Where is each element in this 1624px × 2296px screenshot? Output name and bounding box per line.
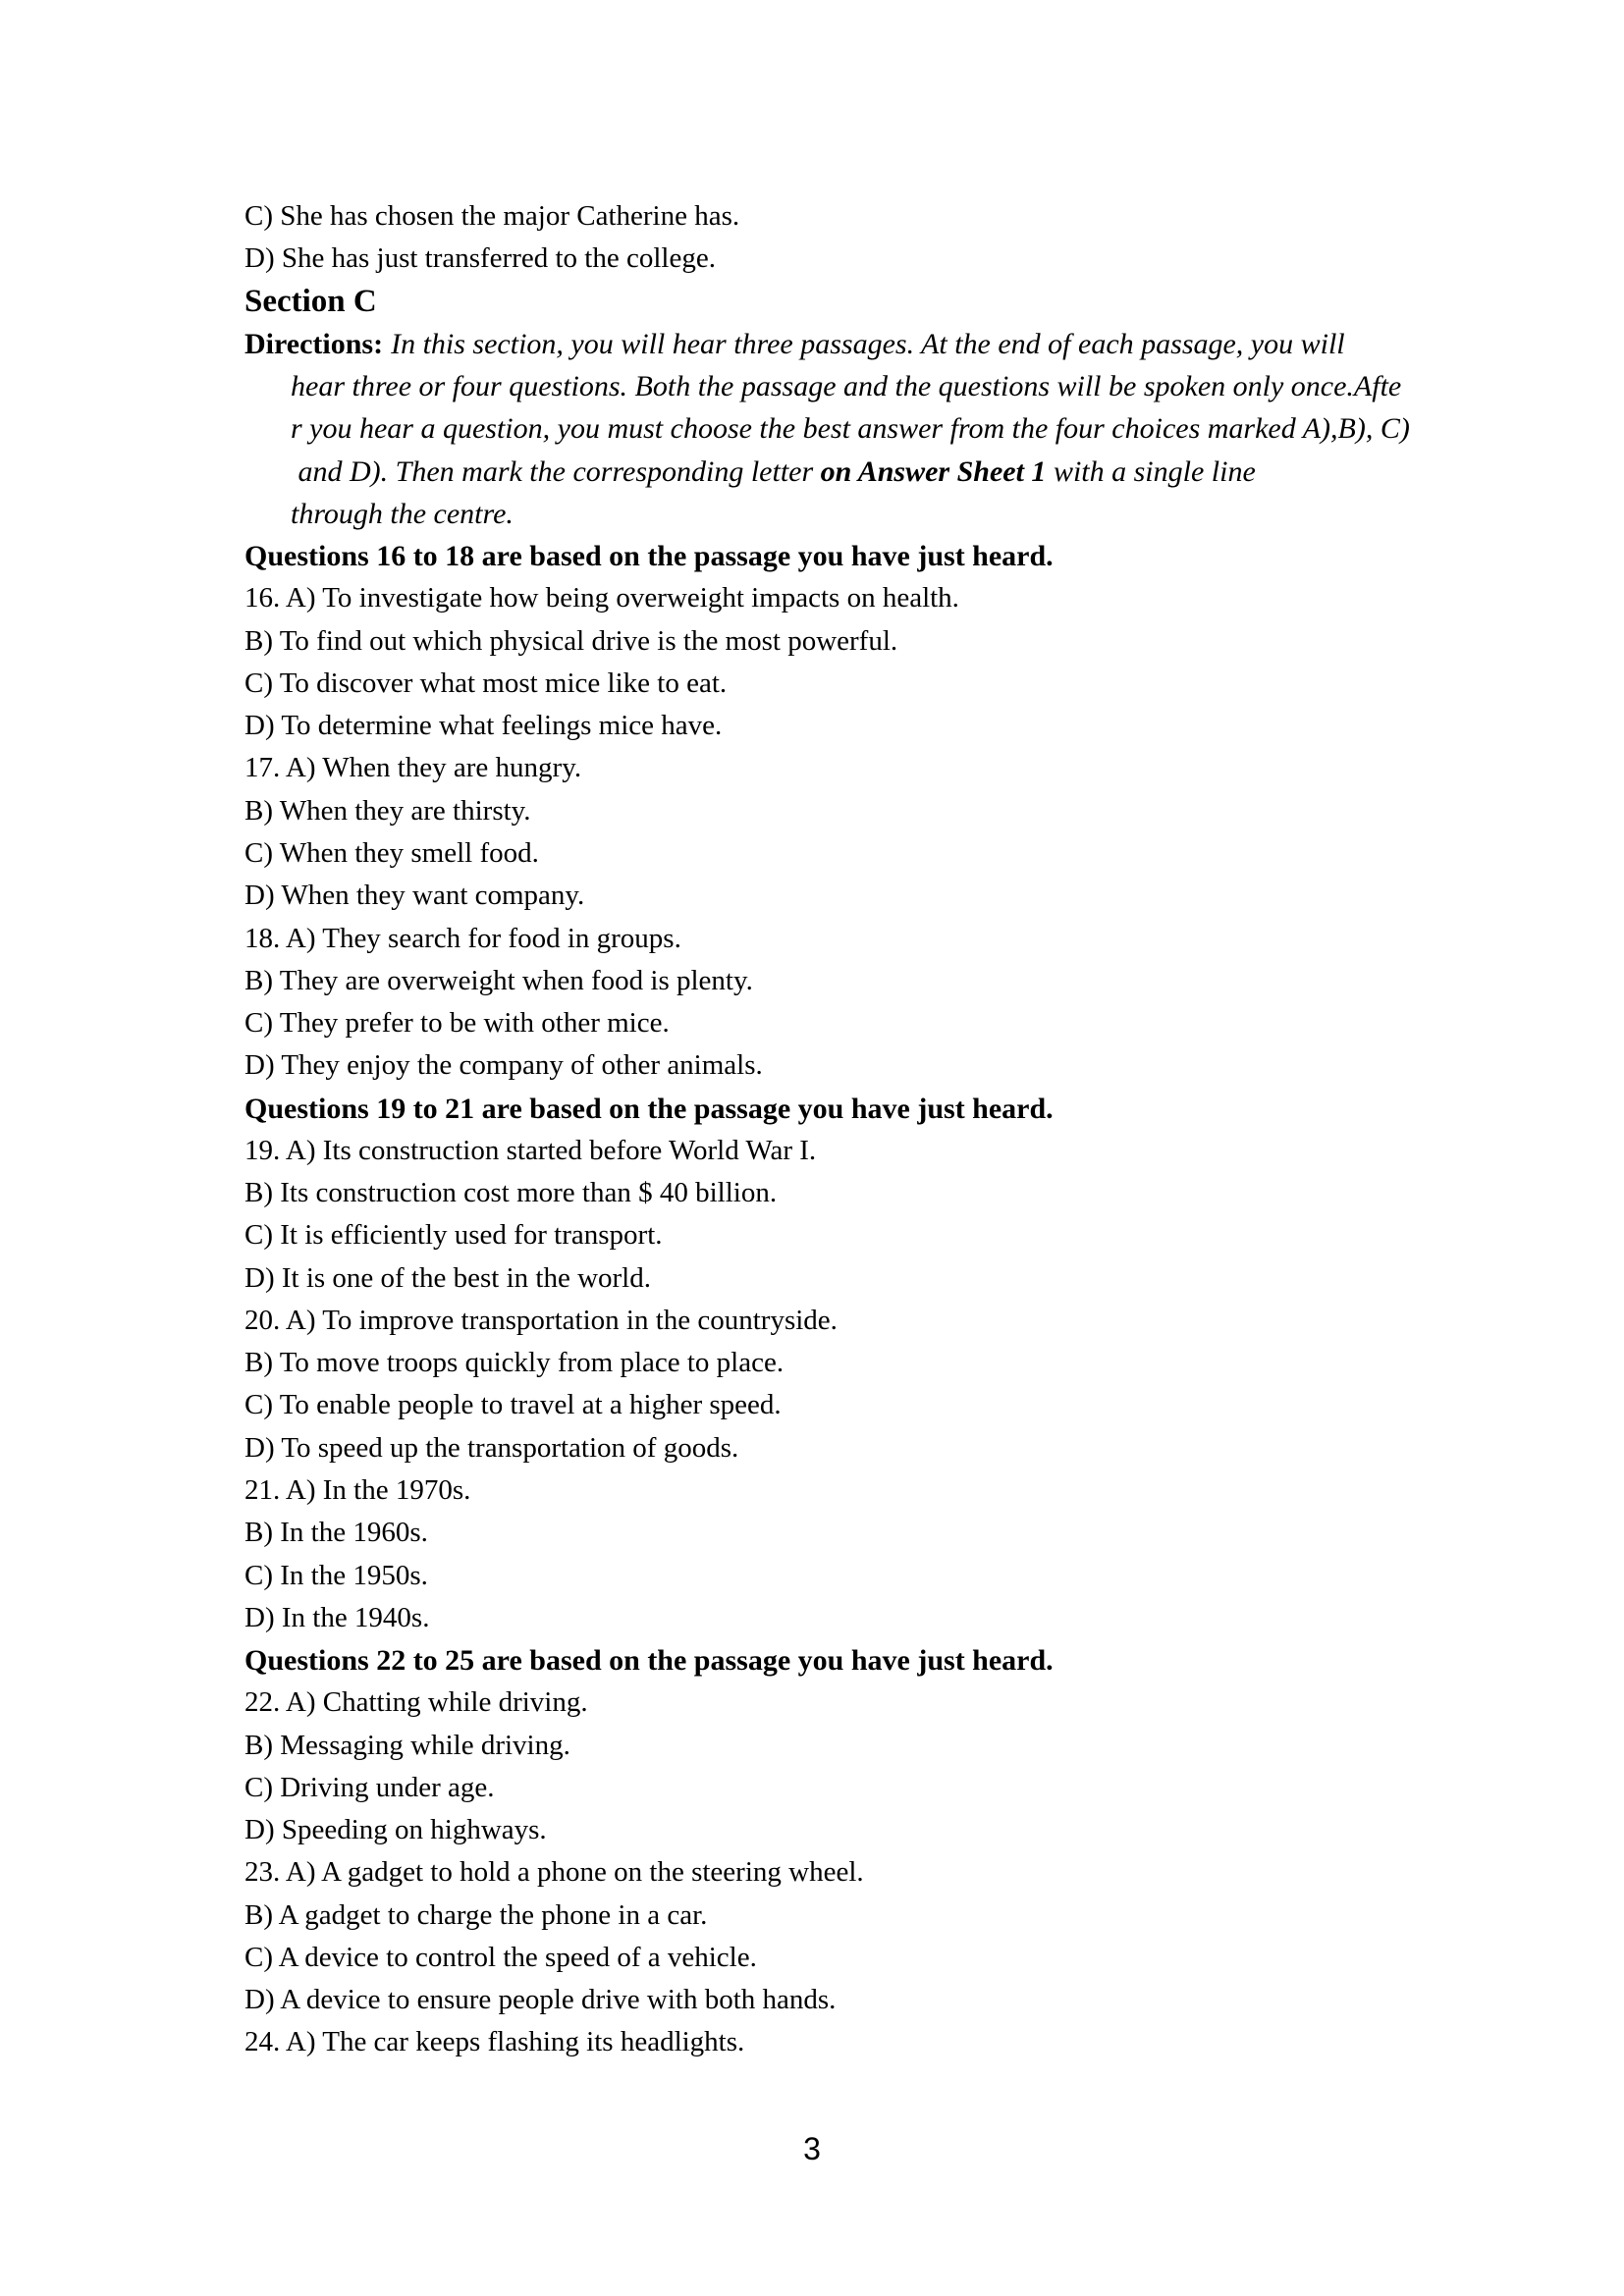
answer-option: 17. A) When they are hungry. — [244, 752, 582, 784]
answer-option: C) She has chosen the major Catherine has. — [244, 200, 740, 232]
answer-option: B) To find out which physical drive is the most powerful. — [244, 624, 898, 657]
answer-option: D) Speeding on highways. — [244, 1814, 547, 1846]
directions-text: through the centre. — [291, 497, 514, 530]
questions-header: Questions 19 to 21 are based on the passage you have just heard. — [244, 1092, 1054, 1125]
answer-option: D) In the 1940s. — [244, 1601, 430, 1633]
directions-line — [291, 407, 1501, 450]
answer-option: D) They enjoy the company of other animals. — [244, 1049, 763, 1082]
directions-text: r you hear a question, you must choose the best answer from the four choices marked A),B), C) — [291, 412, 1410, 446]
directions-line — [291, 365, 1501, 407]
directions-text: In this section, you will hear three passages. At the end of each passage, you will — [391, 327, 1345, 360]
answer-option: 21. A) In the 1970s. — [244, 1473, 471, 1506]
answer-option: B) They are overweight when food is plenty. — [244, 964, 753, 996]
questions-header: Questions 16 to 18 are based on the passage you have just heard. — [244, 540, 1054, 573]
answer-option: C) Driving under age. — [244, 1771, 495, 1803]
answer-sheet-reference: on Answer Sheet 1 — [820, 454, 1047, 488]
answer-option: B) Messaging while driving. — [244, 1729, 570, 1761]
section-heading: Section C — [244, 283, 377, 319]
answer-option: B) A gadget to charge the phone in a car. — [244, 1898, 708, 1931]
answer-option: C) They prefer to be with other mice. — [244, 1007, 670, 1040]
answer-option: B) In the 1960s. — [244, 1517, 428, 1549]
answer-option: 20. A) To improve transportation in the countryside. — [244, 1304, 838, 1336]
directions-text: with a single line — [1046, 454, 1256, 488]
answer-option: B) When they are thirsty. — [244, 794, 531, 827]
answer-option: B) Its construction cost more than $ 40 billion. — [244, 1177, 778, 1209]
directions-line — [291, 493, 1501, 535]
answer-option: 24. A) The car keeps flashing its headlights. — [244, 2026, 745, 2058]
answer-option: B) To move troops quickly from place to place. — [244, 1347, 785, 1379]
answer-option: C) In the 1950s. — [244, 1559, 428, 1591]
answer-option: D) To speed up the transportation of goods. — [244, 1431, 739, 1464]
questions-header: Questions 22 to 25 are based on the passage you have just heard. — [244, 1644, 1054, 1678]
answer-option: 18. A) They search for food in groups. — [244, 922, 681, 954]
answer-option: C) A device to control the speed of a vehicle. — [244, 1941, 757, 1973]
answer-option: 19. A) Its construction started before World War I. — [244, 1134, 817, 1166]
directions-line — [244, 323, 1501, 365]
directions-label: Directions: — [244, 327, 384, 360]
answer-option: 22. A) Chatting while driving. — [244, 1686, 588, 1719]
answer-option: C) It is efficiently used for transport. — [244, 1219, 663, 1252]
answer-option: C) When they smell food. — [244, 836, 539, 869]
paper-body — [244, 195, 1501, 2064]
answer-option: D) To determine what feelings mice have. — [244, 710, 723, 742]
answer-option: D) She has just transferred to the college. — [244, 242, 716, 275]
directions-text: hear three or four questions. Both the passage and the questions will be spoken only once.Afte — [291, 370, 1402, 403]
page-number: 3 — [803, 2131, 821, 2166]
answer-option: C) To discover what most mice like to eat. — [244, 667, 728, 699]
answer-option: D) When they want company. — [244, 880, 585, 912]
answer-option: C) To enable people to travel at a higher speed. — [244, 1389, 782, 1421]
answer-option: D) A device to ensure people drive with both hands. — [244, 1984, 837, 2016]
answer-option: 23. A) A gadget to hold a phone on the steering wheel. — [244, 1856, 864, 1889]
directions-text: and D). Then mark the corresponding letter — [291, 454, 821, 488]
answer-option: 16. A) To investigate how being overweight impacts on health. — [244, 582, 959, 614]
directions-line — [291, 451, 1501, 493]
answer-option: D) It is one of the best in the world. — [244, 1261, 651, 1294]
